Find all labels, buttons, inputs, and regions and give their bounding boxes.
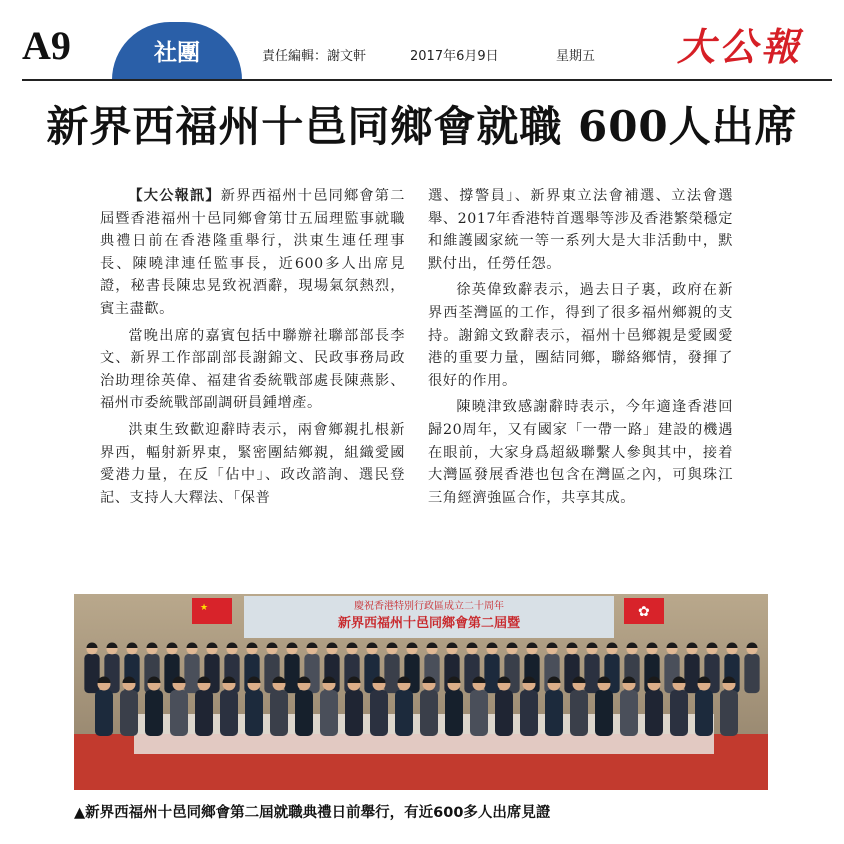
svg-text:✿: ✿: [638, 604, 650, 620]
masthead-logo: [650, 22, 830, 72]
photo-banner-line2: 新界西福州十邑同鄉會第二屆暨: [337, 616, 521, 631]
header-rule: [22, 79, 832, 81]
photo-banner-line1: 慶祝香港特別行政區成立二十周年: [354, 601, 504, 612]
article-column-right: [428, 185, 733, 513]
article-paragraph-5: 陳曉津致感謝辭時表示，今年適逢香港回歸20周年，又有國家「一帶一路」建設的機遇在眼前，大家身爲超級聯繫人參與其中，接着大灣區發展香港也包含在灣區之內，可與珠江三角經濟強區合作，共享其成。: [428, 399, 733, 506]
group-photo: [74, 594, 768, 790]
article-paragraph-3: 洪東生致歡迎辭時表示，兩會鄉親扎根新界西，輻射新界東，緊密團結鄉親，組織愛國愛港力量，在反「佔中」、政改諮詢、選民登記、支持人大釋法、「保普: [100, 421, 405, 506]
section-label: 社團: [154, 40, 200, 66]
issue-date: 2017年6月9日: [410, 49, 499, 64]
editor-credit: 責任編輯：謝文軒: [262, 49, 367, 64]
photo-caption: ▲新界西福州十邑同鄉會第二屆就職典禮日前舉行，有近600多人出席見證: [74, 805, 551, 821]
svg-text:★: ★: [200, 603, 209, 613]
svg-text:大公報: 大公報: [676, 24, 804, 69]
article-paragraph-2: 當晚出席的嘉賓包括中聯辦社聯部部長李文、新界工作部副部長謝錦文、民政事務局政治助理徐英偉、福建省委統戰部處長陳燕影、福州市委統戰部副調研員鍾增產。: [100, 327, 405, 412]
page-header: [0, 0, 844, 80]
hk-flag: [624, 598, 664, 624]
page-number: A9: [22, 23, 71, 68]
article-paragraph-1: 【大公報訊】新界西福州十邑同鄉會第二屆暨香港福州十邑同鄉會第廿五屆理監事就職典禮日前在香港隆重舉行，洪東生連任理事長、陳曉津連任監事長，近600多人出席見證，秘書長陳忠晃致祝酒辭，現場氣氛熱烈，賓主盡歡。: [100, 188, 405, 317]
article-paragraph-4: 徐英偉致辭表示，過去日子裏，政府在新界西荃灣區的工作，得到了很多福州鄉親的支持。謝錦文致辭表示，福州十邑鄉親是愛國愛港的重要力量，團結同鄉，聯絡鄉情，發揮了很好的作用。: [428, 282, 733, 389]
article-paragraph-3-continued: 選、撐警員」、新界東立法會補選、立法會選舉、2017年香港特首選舉等涉及香港繁榮穩定和維護國家統一等一系列大是大非活動中，默默付出，任勞任怨。: [428, 188, 733, 272]
article-column-left: [100, 185, 405, 513]
china-flag: [192, 598, 232, 624]
headline: 新界西福州十邑同鄉會就職 600人出席: [46, 102, 798, 151]
section-tab: [112, 22, 242, 80]
dateline: 【大公報訊】: [128, 188, 221, 204]
issue-weekday: 星期五: [556, 49, 596, 64]
